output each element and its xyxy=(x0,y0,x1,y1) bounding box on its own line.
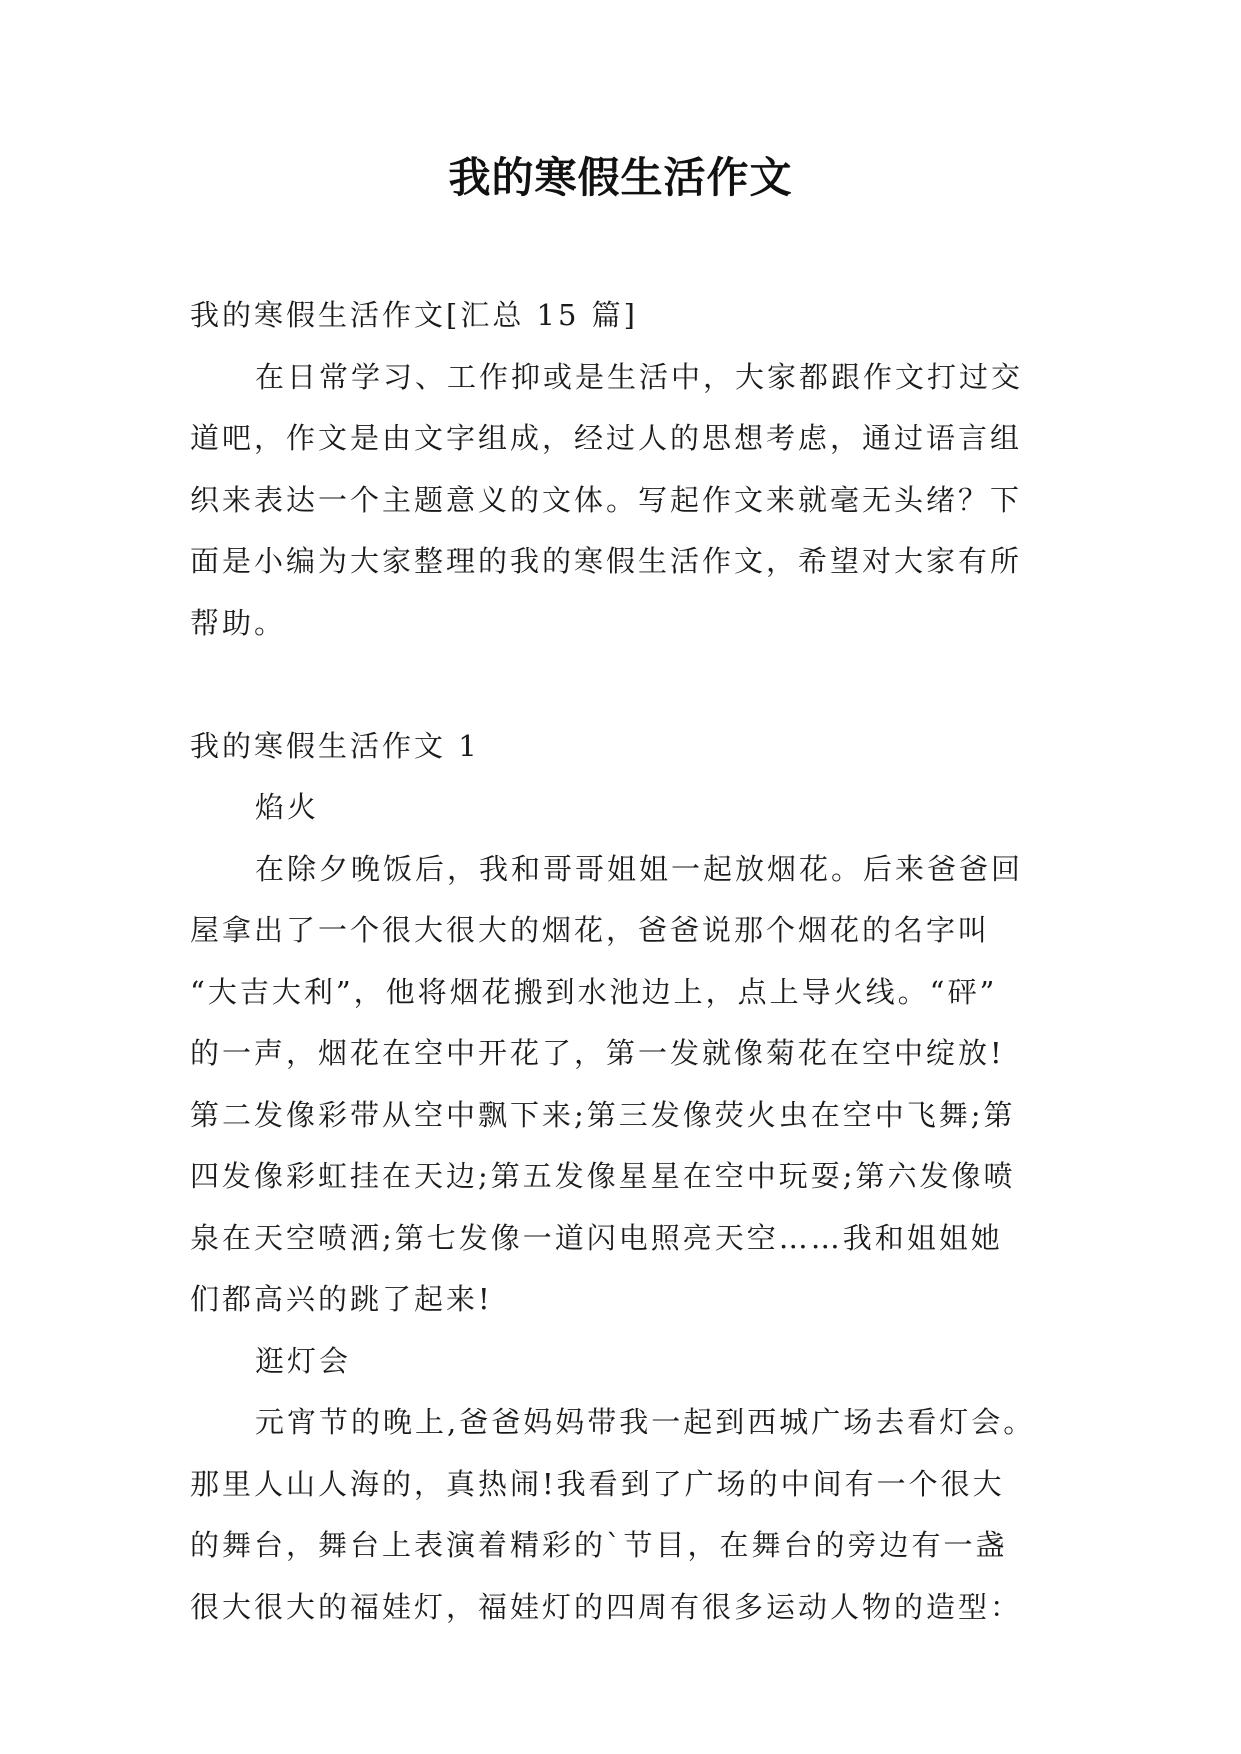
document-body xyxy=(190,285,1060,1638)
paragraph-line: 第二发像彩带从空中飘下来;第三发像荧火虫在空中飞舞;第 xyxy=(190,1097,1016,1132)
intro-line: 面是小编为大家整理的我的寒假生活作文，希望对大家有所 xyxy=(190,544,1023,578)
intro-line: 在日常学习、工作抑或是生活中，大家都跟作文打过交 xyxy=(255,359,1024,394)
paragraph-line: 四发像彩虹挂在天边;第五发像星星在空中玩耍;第六发像喷 xyxy=(190,1159,1016,1193)
paragraph-line: 的一声，烟花在空中开花了，第一发就像菊花在空中绽放! xyxy=(190,1036,1005,1070)
paragraph-line: 的舞台，舞台上表演着精彩的`节目，在舞台的旁边有一盏 xyxy=(190,1528,1008,1562)
document-subtitle: 我的寒假生活作文[汇总 15 篇] xyxy=(190,298,638,332)
paragraph-line: 那里人山人海的，真热闹!我看到了广场的中间有一个很大 xyxy=(190,1466,1005,1501)
lantern-fair-paragraph xyxy=(190,1392,1060,1638)
paragraph-line: 们都高兴的跳了起来! xyxy=(190,1282,493,1316)
intro-line: 道吧，作文是由文字组成，经过人的思想考虑，通过语言组 xyxy=(190,421,1023,455)
paragraph-line: “大吉大利”，他将烟花搬到水池边上，点上导火线。“砰” xyxy=(190,974,998,1009)
section-heading: 我的寒假生活作文 1 xyxy=(190,728,480,763)
intro-line: 织来表达一个主题意义的文体。写起作文来就毫无头绪？下 xyxy=(190,482,1023,517)
fireworks-paragraph xyxy=(190,839,1060,1331)
intro-paragraph xyxy=(190,347,1060,655)
paragraph-spacer xyxy=(190,654,1060,716)
document-title: 我的寒假生活作文 xyxy=(448,153,793,202)
paragraph-line: 在除夕晚饭后，我和哥哥姐姐一起放烟花。后来爸爸回 xyxy=(255,851,1024,886)
intro-line: 帮助。 xyxy=(190,605,287,640)
paragraph-line: 元宵节的晚上,爸爸妈妈带我一起到西城广场去看灯会。 xyxy=(255,1405,1036,1439)
paragraph-line: 屋拿出了一个很大很大的烟花，爸爸说那个烟花的名字叫 xyxy=(190,913,991,947)
paragraph-line: 泉在天空喷洒;第七发像一道闪电照亮天空……我和姐姐她 xyxy=(190,1220,1003,1255)
subsection-heading-fireworks: 焰火 xyxy=(255,790,320,824)
subsection-heading-lantern-fair: 逛灯会 xyxy=(255,1343,352,1378)
paragraph-line: 很大很大的福娃灯，福娃灯的四周有很多运动人物的造型： xyxy=(190,1589,1023,1624)
